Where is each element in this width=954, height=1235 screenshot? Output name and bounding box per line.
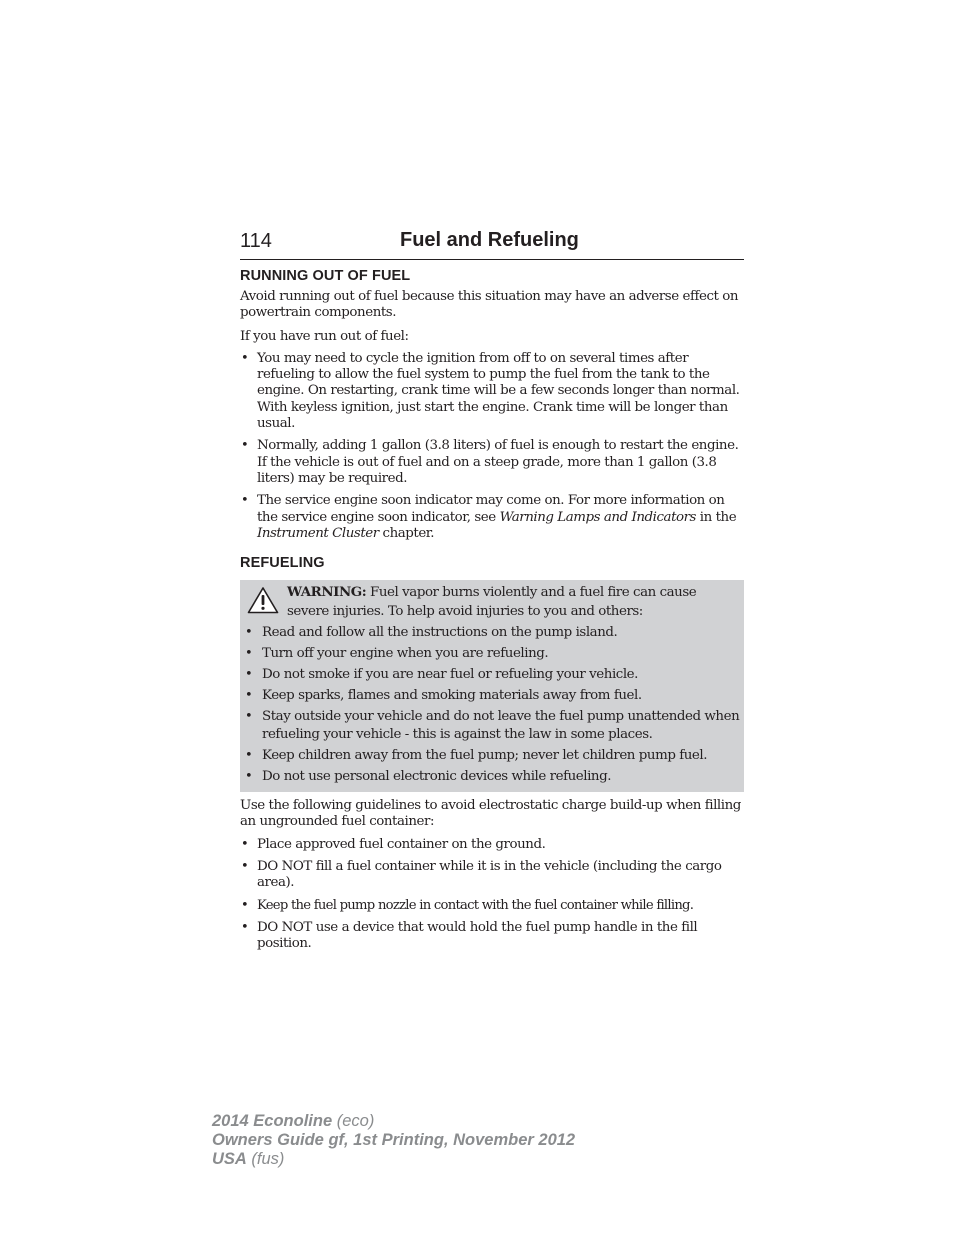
list-item [240, 837, 744, 853]
list-item [244, 747, 740, 765]
footer-line-model [212, 1112, 575, 1131]
page-footer [212, 1112, 575, 1169]
guidelines-list [240, 837, 744, 953]
page-number: 114 [240, 230, 272, 252]
list-item-text: Do not smoke if you are near fuel or refueling your vehicle. [262, 667, 638, 683]
warning-label: WARNING: [287, 584, 367, 601]
cross-reference: Warning Lamps and Indicators [499, 509, 696, 525]
bullet-icon: • [245, 646, 253, 662]
page-title: Fuel and Refueling [400, 229, 579, 251]
list-item [240, 438, 744, 487]
list-item-text: Keep sparks, flames and smoking materials away from fuel. [262, 688, 642, 704]
list-item [244, 666, 740, 684]
list-item-text: Do not use personal electronic devices while refueling. [262, 769, 611, 785]
footer-market: USA [212, 1150, 247, 1168]
bullet-icon: • [241, 836, 249, 852]
warning-list [244, 624, 740, 786]
list-item [244, 708, 740, 744]
footer-model: 2014 Econoline [212, 1112, 333, 1130]
list-item-text: in the [695, 509, 737, 525]
list-item-text: Turn off your engine when you are refueling. [262, 646, 549, 662]
list-item-text: Stay outside your vehicle and do not leave the fuel pump unattended when refueling your vehicle - this is against the law in some places. [262, 709, 740, 743]
guidelines-intro: Use the following guidelines to avoid electrostatic charge build-up when filling an ungrounded fuel container: [240, 798, 741, 830]
list-item-text: DO NOT fill a fuel container while it is in the vehicle (including the cargo area). [257, 859, 722, 891]
list-item [244, 687, 740, 705]
list-item [244, 645, 740, 663]
footer-line-market [212, 1150, 575, 1169]
list-item [240, 493, 744, 542]
list-item [240, 898, 744, 914]
running-out-list [240, 351, 744, 542]
bullet-icon: • [245, 625, 253, 641]
section-heading-running-out: RUNNING OUT OF FUEL [240, 268, 411, 284]
cross-reference: Instrument Cluster [257, 525, 379, 541]
warning-triangle-icon [247, 586, 279, 614]
list-item [244, 624, 740, 642]
list-item-text: Place approved fuel container on the ground. [257, 836, 546, 852]
footer-edition: Owners Guide gf, 1st Printing, November 2012 [212, 1131, 576, 1149]
list-item-text: You may need to cycle the ignition from off to on several times after refueling to allow the fuel system to pump the fuel from the tank to the engine. On restarting, crank time will be a few seconds longer than normal. With keyless ignition, just start the engine. Crank time will be longer than usual. [257, 350, 740, 432]
list-item-text: The service engine soon indicator may come on. For more information on the service engine soon indicator, see [257, 493, 725, 525]
warning-text: Fuel vapor burns violently and a fuel fire can cause severe injuries. To help avoid injuries to you and others: [287, 585, 697, 619]
bullet-icon: • [241, 350, 249, 366]
bullet-icon: • [245, 709, 253, 725]
running-out-lead: If you have run out of fuel: [240, 328, 409, 344]
list-item [240, 351, 744, 432]
page-header [240, 228, 744, 260]
list-item-text: Normally, adding 1 gallon (3.8 liters) of fuel is enough to restart the engine. If the vehicle is out of fuel and on a steep grade, more than 1 gallon (3.8 liters) may be required. [257, 438, 739, 486]
bullet-icon: • [241, 897, 248, 913]
bullet-icon: • [241, 859, 249, 875]
warning-header [244, 583, 740, 621]
page-content [240, 267, 744, 953]
bullet-icon: • [241, 919, 249, 935]
list-item-text: Read and follow all the instructions on the pump island. [262, 625, 618, 641]
section-heading-refueling: REFUELING [240, 555, 325, 572]
list-item-text: Keep children away from the fuel pump; never let children pump fuel. [262, 748, 708, 764]
footer-model-code: (eco) [332, 1112, 375, 1130]
list-item-text: chapter. [378, 525, 435, 541]
list-item [240, 859, 744, 892]
bullet-icon: • [245, 688, 253, 704]
bullet-icon: • [245, 748, 253, 764]
list-item [244, 768, 740, 786]
list-item-text: DO NOT use a device that would hold the fuel pump handle in the fill position. [257, 919, 698, 952]
footer-market-code: (fus) [246, 1150, 285, 1168]
bullet-icon: • [245, 769, 253, 785]
list-item [240, 920, 744, 953]
bullet-icon: • [245, 667, 253, 683]
bullet-icon: • [241, 438, 249, 454]
running-out-intro: Avoid running out of fuel because this situation may have an adverse effect on powertrain components. [240, 289, 739, 321]
warning-box [240, 580, 744, 792]
list-item-text: Keep the fuel pump nozzle in contact with the fuel container while filling. [257, 897, 694, 913]
bullet-icon: • [241, 493, 249, 509]
